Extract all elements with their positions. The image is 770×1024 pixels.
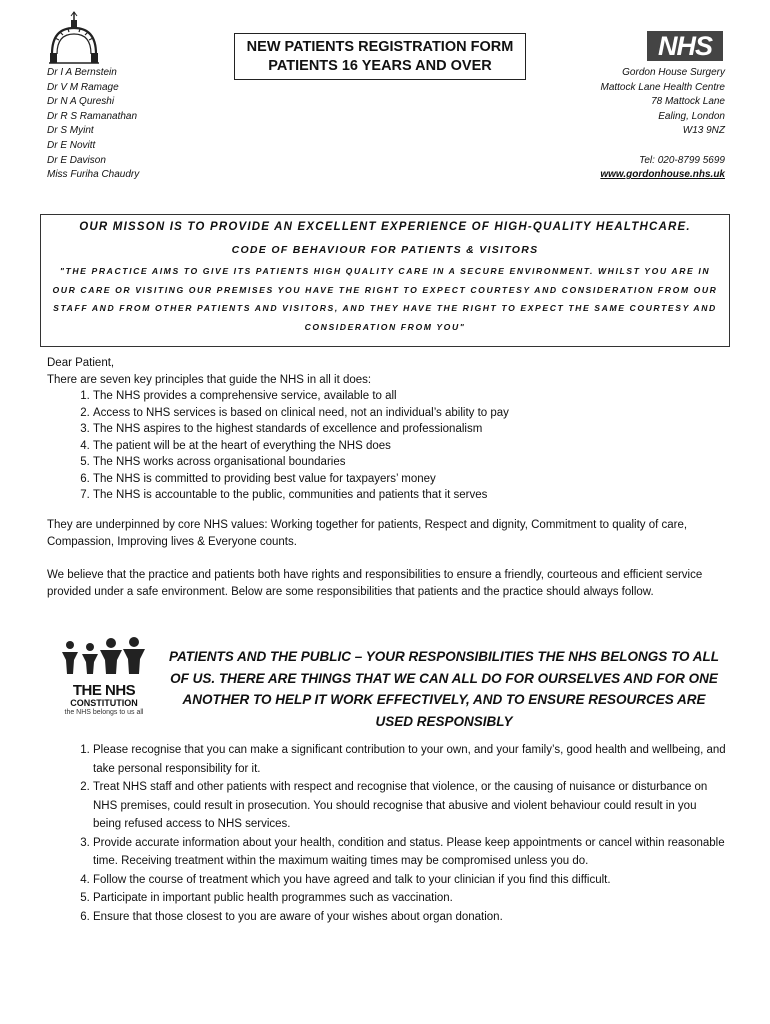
form-title-line1: NEW PATIENTS REGISTRATION FORM: [246, 39, 514, 55]
doctor-name: Dr S Myint: [47, 125, 94, 137]
doctor-name: Dr V M Ramage: [47, 81, 119, 93]
nhs-logo: NHS: [647, 31, 723, 61]
doctor-name: Miss Furiha Chaudry: [47, 169, 140, 181]
code-of-behaviour-title: CODE OF BEHAVIOUR FOR PATIENTS & VISITORS: [231, 244, 539, 256]
list-item: 7. The NHS is accountable to the public, communities and patients that it serves: [93, 487, 727, 504]
values-paragraph: They are underpinned by core NHS values: Working together for patients, Respect and dignity, Commitment to quality of care, Compassion, Improving lives & Everyone counts.: [47, 519, 688, 548]
principles-intro: There are seven key principles that guide the NHS in all it does:: [47, 373, 372, 386]
doctor-name: Dr E Davison: [47, 154, 106, 166]
surgery-address: [600, 66, 725, 183]
mission-statement: OUR MISSON IS TO PROVIDE AN EXCELLENT EXPERIENCE OF HIGH-QUALITY HEALTHCARE.: [79, 221, 691, 233]
list-item: 5. The NHS works across organisational boundaries: [93, 454, 727, 471]
doctor-name: Dr E Novitt: [47, 139, 96, 151]
list-item: 2. Treat NHS staff and other patients with respect and recognise that violence, or the causing of nuisance or disturbance on NHS premises, could result in prosecution. You should recognise that abusive and violent behaviour could result in you being refused access to NHS services.: [93, 778, 727, 834]
address-line: 78 Mattock Lane: [651, 96, 725, 108]
code-of-behaviour-quote: "THE PRACTICE AIMS TO GIVE ITS PATIENTS HIGH QUALITY CARE IN A SECURE ENVIRONMENT. WHILST YOU ARE IN OUR CARE OR VISITING OUR PREMISES YOU HAVE THE RIGHT TO EXPECT COURTESY AND CONSIDERATION FROM OUR STAFF AND FROM OTHER PATIENTS AND VISITORS, AND THEY HAVE THE RIGHT TO EXPECT THE SAME COURTESY AND CONSIDERATION FROM YOU": [52, 266, 718, 332]
website-link[interactable]: www.gordonhouse.nhs.uk: [600, 169, 725, 181]
form-title-box: [234, 33, 526, 80]
list-item: 1. The NHS provides a comprehensive service, available to all: [93, 388, 727, 405]
list-item: 3. Provide accurate information about your health, condition and status. Please keep appointments or cancel within reasonable time. Receiving treatment within the maximum waiting times may be compromised unless you do.: [93, 834, 727, 871]
responsibilities-heading: PATIENTS AND THE PUBLIC – YOUR RESPONSIBILITIES THE NHS BELONGS TO ALL OF US. THERE ARE THINGS THAT WE CAN ALL DO FOR OURSELVES AND FOR ONE ANOTHER TO HELP IT WORK EFFECTIVELY, AND TO ENSURE RESOURCES ARE USED RESPONSIBLY: [168, 649, 720, 729]
list-item: 6. Ensure that those closest to you are aware of your wishes about organ donation.: [93, 908, 727, 927]
letter-body: [47, 355, 727, 504]
constitution-tagline: the NHS belongs to us all: [64, 709, 144, 716]
surgery-name: Gordon House Surgery: [622, 67, 725, 78]
doctors-list: [47, 66, 139, 183]
people-figures-icon: [56, 636, 152, 676]
postcode: W13 9NZ: [682, 125, 725, 137]
list-item: 4. The patient will be at the heart of everything the NHS does: [93, 438, 727, 455]
mission-box: [40, 214, 730, 347]
address-line: Ealing, London: [658, 110, 725, 122]
responsibilities-list: [47, 741, 727, 926]
constitution-subtitle: CONSTITUTION: [70, 698, 138, 708]
nhs-constitution-logo: [54, 636, 154, 718]
form-title-line2: PATIENTS 16 YEARS AND OVER: [268, 58, 492, 74]
list-item: 2. Access to NHS services is based on clinical need, not an individual’s ability to pay: [93, 405, 727, 422]
constitution-title: THE NHS: [72, 682, 136, 699]
doctor-name: Dr I A Bernstein: [47, 67, 117, 78]
principles-list: [47, 388, 727, 504]
list-item: 3. The NHS aspires to the highest standards of excellence and professionalism: [93, 421, 727, 438]
greeting: Dear Patient,: [47, 357, 115, 369]
telephone: Tel: 020-8799 5699: [639, 154, 725, 166]
practice-crest-logo: [47, 10, 101, 66]
list-item: 5. Participate in important public health programmes such as vaccination.: [93, 889, 727, 908]
doctor-name: Dr N A Qureshi: [47, 96, 115, 108]
list-item: 1. Please recognise that you can make a significant contribution to your own, and your family’s, good health and wellbeing, and take personal responsibility for it.: [93, 741, 727, 778]
rights-paragraph: We believe that the practice and patients both have rights and responsibilities to ensure a friendly, courteous and efficient service provided under a safe environment. Below are some responsibilities that patients and the practice should always follow.: [47, 569, 703, 598]
responsibilities-section: [47, 741, 727, 926]
doctor-name: Dr R S Ramanathan: [47, 110, 138, 122]
list-item: 4. Follow the course of treatment which you have agreed and talk to your clinician if you find this difficult.: [93, 871, 727, 890]
address-line: Mattock Lane Health Centre: [600, 81, 725, 93]
list-item: 6. The NHS is committed to providing best value for taxpayers’ money: [93, 471, 727, 488]
